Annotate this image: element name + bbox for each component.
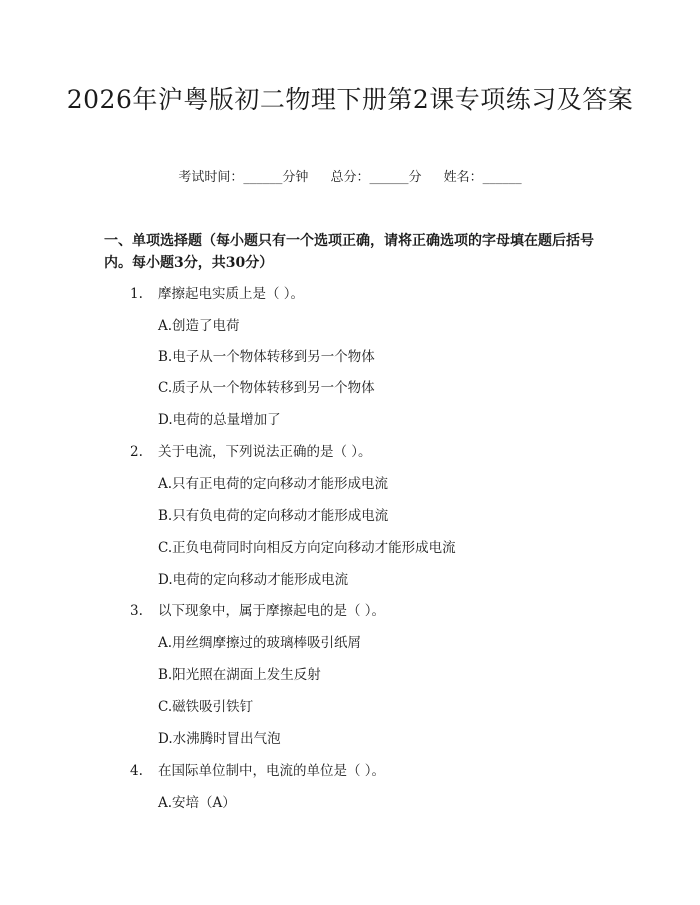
question-stem: [130, 599, 385, 619]
question-text: 摩擦起电实质上是（ ）。: [158, 286, 305, 302]
answer-option: C.磁铁吸引铁钉: [158, 699, 254, 715]
answer-option: C.正负电荷同时向相反方向定向移动才能形成电流: [158, 540, 456, 556]
answer-option: A.创造了电荷: [158, 318, 240, 334]
question-text: 以下现象中，属于摩擦起电的是（ ）。: [158, 603, 386, 619]
question-number: 1.: [130, 286, 143, 302]
answer-option: B.阳光照在湖面上发生反射: [158, 667, 321, 683]
answer-option: B.电子从一个物体转移到另一个物体: [158, 349, 375, 365]
total-score-field: 总分：______分: [330, 170, 422, 185]
answer-option: D.电荷的总量增加了: [158, 412, 281, 428]
answer-option: D.电荷的定向移动才能形成电流: [158, 572, 349, 588]
exam-info-line: [0, 168, 700, 188]
question-number: 3.: [130, 603, 143, 619]
section-heading: 一、单项选择题（每小题只有一个选项正确，请将正确选项的字母填在题后括号内。每小题3分，共30分）: [104, 233, 594, 271]
answer-option: B.只有负电荷的定向移动才能形成电流: [158, 508, 389, 524]
question-number: 4.: [130, 763, 143, 779]
question-text: 关于电流，下列说法正确的是（ ）。: [158, 444, 372, 460]
exam-time-field: 考试时间：______分钟: [178, 170, 309, 185]
document-title: 2026年沪粤版初二物理下册第2课专项练习及答案: [66, 85, 634, 114]
question-stem: [130, 759, 385, 779]
question-stem: [130, 282, 304, 302]
answer-option: A.只有正电荷的定向移动才能形成电流: [158, 476, 389, 492]
question-text: 在国际单位制中，电流的单位是（ ）。: [158, 763, 386, 779]
answer-option: C.质子从一个物体转移到另一个物体: [158, 380, 375, 396]
question-number: 2.: [130, 444, 143, 460]
answer-option: A.用丝绸摩擦过的玻璃棒吸引纸屑: [158, 635, 362, 651]
answer-option: D.水沸腾时冒出气泡: [158, 731, 281, 747]
answer-option: A.安培（A）: [158, 795, 236, 811]
student-name-field: 姓名：______: [443, 170, 522, 185]
question-stem: [130, 440, 372, 460]
